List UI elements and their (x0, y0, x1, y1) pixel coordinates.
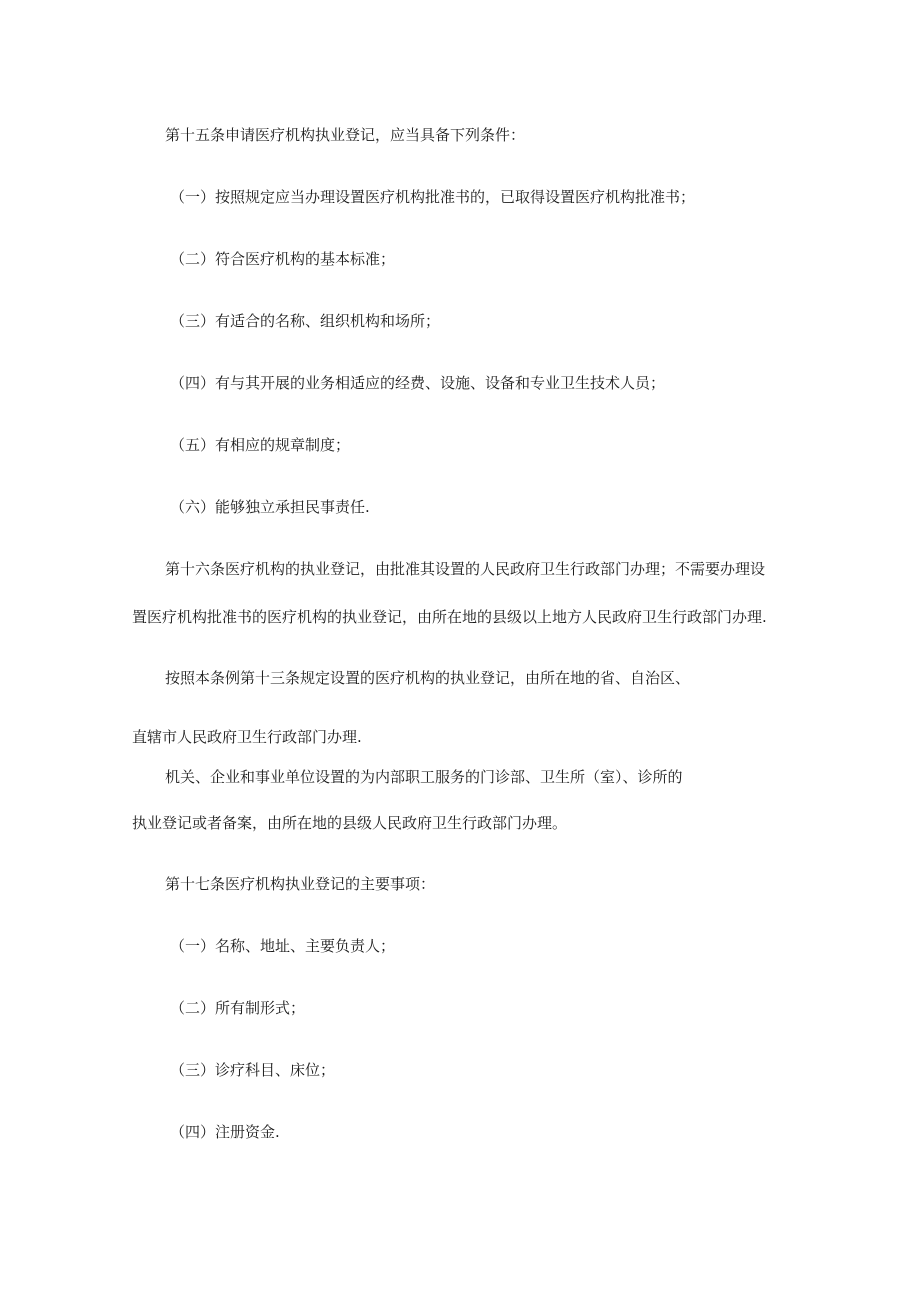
article-17-item-4: （四）注册资金. (170, 1123, 280, 1141)
article-15-heading: 第十五条申请医疗机构执业登记，应当具备下列条件： (165, 126, 526, 144)
article-16-para2-line-1: 按照本条例第十三条规定设置的医疗机构的执业登记，由所在地的省、自治区、 (165, 669, 691, 687)
article-15-item-2: （二）符合医疗机构的基本标准； (170, 250, 396, 268)
article-15-item-4: （四）有与其开展的业务相适应的经费、设施、设备和专业卫生技术人员； (170, 374, 666, 392)
article-16-line-2: 置医疗机构批准书的医疗机构的执业登记，由所在地的县级以上地方人民政府卫生行政部门办理. (132, 608, 767, 626)
article-17-item-2: （二）所有制形式； (170, 999, 306, 1017)
article-17-heading: 第十七条医疗机构执业登记的主要事项： (165, 875, 436, 893)
article-15-item-1: （一）按照规定应当办理设置医疗机构批准书的，已取得设置医疗机构批准书； (170, 188, 696, 206)
article-16-line-1: 第十六条医疗机构的执业登记，由批准其设置的人民政府卫生行政部门办理；不需要办理设 (165, 560, 766, 578)
article-16-para3-line-2: 执业登记或者备案，由所在地的县级人民政府卫生行政部门办理。 (132, 814, 568, 832)
article-15-item-3: （三）有适合的名称、组织机构和场所； (170, 312, 441, 330)
article-16-para2-line-2: 直辖市人民政府卫生行政部门办理. (132, 728, 362, 746)
article-17-item-3: （三）诊疗科目、床位； (170, 1061, 336, 1079)
article-15-item-6: （六）能够独立承担民事责任. (170, 498, 370, 516)
article-17-item-1: （一）名称、地址、主要负责人； (170, 937, 396, 955)
article-15-item-5: （五）有相应的规章制度； (170, 436, 351, 454)
article-16-para3-line-1: 机关、企业和事业单位设置的为内部职工服务的门诊部、卫生所（室）、诊所的 (165, 768, 683, 786)
